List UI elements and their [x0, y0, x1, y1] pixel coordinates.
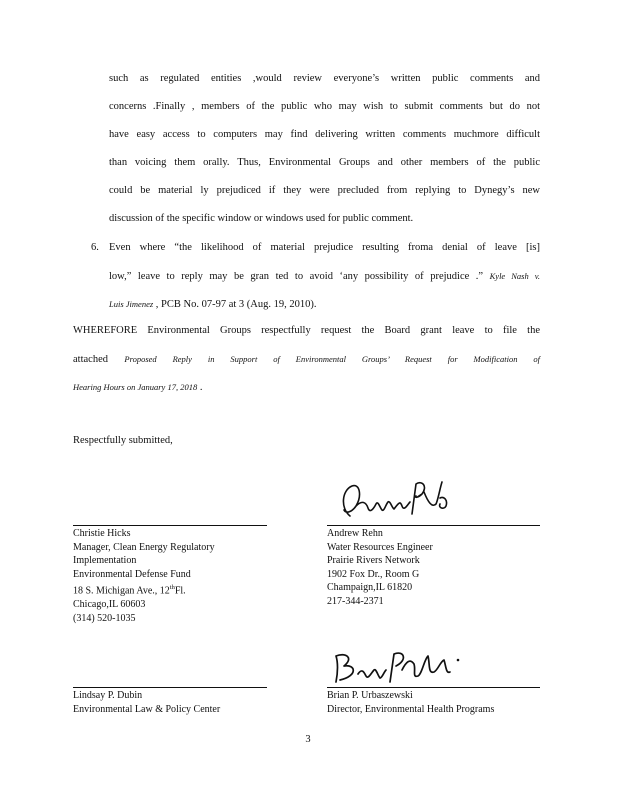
signer-street: 1902 Fox Dr., Room G — [327, 568, 420, 580]
signer-organization: Prairie Rivers Network — [327, 555, 420, 567]
signer-city: Chicago,IL 60603 — [73, 599, 146, 611]
item-line-3 — [109, 293, 540, 321]
filing-title: Proposed Reply in Support of Environmental Groups’ Request for Modification of — [124, 354, 540, 364]
signature-line — [327, 525, 540, 526]
signer-organization: Environmental Defense Fund — [73, 568, 191, 580]
signature-block-dubin — [73, 689, 273, 716]
signature-andrew-rehn — [336, 478, 454, 522]
street-ordinal: th — [169, 584, 175, 592]
paragraph-line: could be material ly prejudiced if they were precluded from replying to Dynegy’s new — [109, 185, 540, 196]
signature-block-rehn — [327, 527, 540, 609]
closing: Respectfully submitted, — [73, 435, 173, 446]
signer-title: Water Resources Engineer — [327, 541, 433, 553]
wherefore-suffix: . — [199, 382, 203, 393]
wherefore-line — [73, 376, 540, 404]
signer-title: Implementation — [73, 555, 137, 567]
signature-block-urbaszewski — [327, 689, 540, 716]
signer-organization: Environmental Law & Policy Center — [73, 703, 221, 715]
wherefore-paragraph — [73, 320, 540, 404]
item-line: Even where “the likelihood of material prejudice resulting froma denial of leave [is] — [109, 242, 540, 253]
signer-phone: (314) 520-1035 — [73, 612, 136, 624]
wherefore-line: WHEREFORE Environmental Groups respectfully request the Board grant leave to file the — [73, 325, 540, 336]
signature-line — [73, 525, 267, 526]
signer-title: Director, Environmental Health Programs — [327, 703, 495, 715]
continued-paragraph — [109, 68, 540, 236]
signer-name: Brian P. Urbaszewski — [327, 690, 413, 701]
signer-name: Lindsay P. Dubin — [73, 690, 143, 701]
signature-line — [73, 687, 267, 688]
filing-title: Hearing Hours on January 17, 2018 — [73, 382, 198, 392]
paragraph-line: discussion of the specific window or windows used for public comment. — [109, 213, 414, 224]
case-citation: Luis Jimenez — [109, 299, 154, 309]
signer-name: Andrew Rehn — [327, 528, 383, 539]
citation-text: , PCB No. 07-97 at 3 (Aug. 19, 2010). — [155, 299, 317, 310]
signer-title: Manager, Clean Energy Regulatory — [73, 541, 215, 553]
signature-brian-urbaszewski — [330, 648, 470, 688]
signer-phone: 217-344-2371 — [327, 595, 384, 607]
item-text: low,” leave to reply may be gran ted to avoid ‘any possibility of prejudice .” — [109, 271, 484, 282]
wherefore-line — [73, 348, 540, 376]
item-number: 6. — [91, 242, 99, 253]
wherefore-prefix: attached — [73, 354, 108, 365]
street-suffix: Fl. — [174, 585, 186, 597]
street-text: 18 S. Michigan Ave., 12 — [73, 585, 170, 597]
paragraph-line: have easy access to computers may find delivering written comments muchmore difficult — [109, 129, 540, 140]
case-citation: Kyle Nash v. — [489, 271, 540, 281]
item-body — [109, 237, 540, 293]
signature-line — [327, 687, 540, 688]
page-number: 3 — [305, 734, 311, 745]
paragraph-line: than voicing them orally. Thus, Environmental Groups and other members of the public — [109, 157, 540, 168]
signer-street — [73, 581, 273, 598]
signer-city: Champaign,IL 61820 — [327, 582, 413, 594]
signature-block-hicks — [73, 527, 273, 625]
signer-name: Christie Hicks — [73, 528, 131, 539]
item-line — [109, 265, 540, 293]
paragraph-line: concerns .Finally , members of the public who may wish to submit comments but do not — [109, 101, 540, 112]
paragraph-line: such as regulated entities ,would review everyone’s written public comments and — [109, 73, 540, 84]
